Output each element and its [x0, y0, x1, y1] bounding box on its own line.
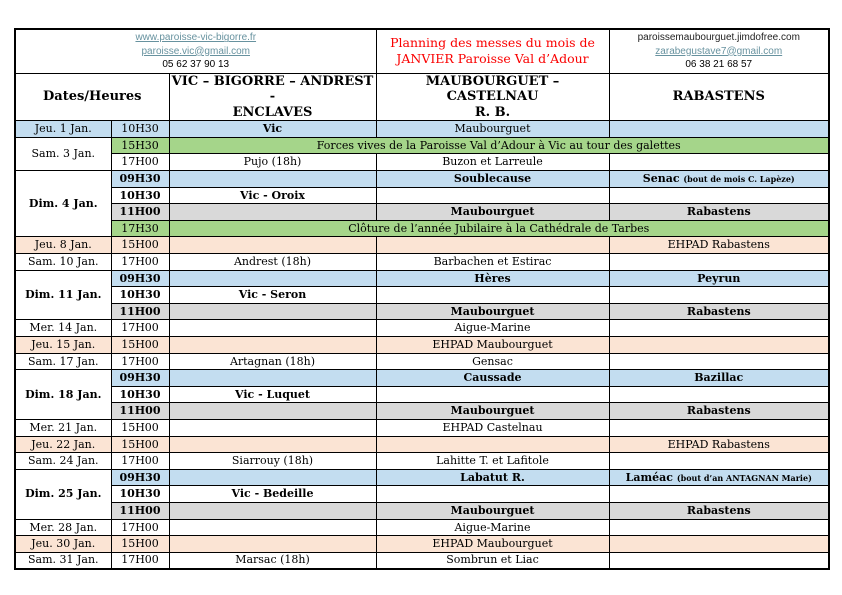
table-row	[15, 486, 829, 503]
time-cell: 17H00	[111, 552, 169, 569]
rabastens-cell	[609, 337, 829, 354]
date-cell: Mer. 21 Jan.	[15, 419, 111, 436]
table-row	[15, 320, 829, 337]
table-row	[15, 403, 829, 420]
table-row	[15, 370, 829, 387]
maubourguet-website: paroissemaubourguet.jimdofree.com	[637, 32, 800, 44]
rabastens-cell	[609, 536, 829, 553]
maubourguet-cell: EHPAD Maubourguet	[376, 536, 609, 553]
vic-contact-block	[15, 29, 376, 73]
column-header-row	[15, 73, 829, 121]
rabastens-cell	[609, 121, 829, 138]
table-row	[15, 137, 829, 154]
table-row	[15, 154, 829, 171]
date-cell: Jeu. 1 Jan.	[15, 121, 111, 138]
rabastens-cell: Rabastens	[609, 303, 829, 320]
rabastens-cell: Rabastens	[609, 403, 829, 420]
rabastens-cell	[609, 187, 829, 204]
time-cell: 17H00	[111, 320, 169, 337]
time-cell: 15H00	[111, 337, 169, 354]
maubourguet-cell: Lahitte T. et Lafitole	[376, 453, 609, 470]
vic-cell	[169, 204, 376, 221]
time-cell: 15H30	[111, 137, 169, 154]
col-header-dates-heures: Dates/Heures	[15, 73, 169, 121]
time-cell: 17H00	[111, 154, 169, 171]
maubourguet-cell: EHPAD Maubourguet	[376, 337, 609, 354]
maubourguet-cell: Buzon et Larreule	[376, 154, 609, 171]
maubourguet-cell	[376, 486, 609, 503]
schedule-body	[15, 121, 829, 569]
vic-cell	[169, 303, 376, 320]
vic-website-link[interactable]: www.paroisse-vic-bigorre.fr	[135, 32, 257, 44]
date-cell: Jeu. 15 Jan.	[15, 337, 111, 354]
maubourguet-cell	[376, 237, 609, 254]
vic-cell: Vic - Seron	[169, 287, 376, 304]
small-note: (bout d’an ANTAGNAN Marie)	[676, 472, 812, 483]
table-row	[15, 287, 829, 304]
maubourguet-phone: 06 38 21 68 57	[685, 58, 753, 70]
vic-cell	[169, 320, 376, 337]
vic-cell: Vic - Oroix	[169, 187, 376, 204]
col-header-vic-line1: VIC – BIGORRE – ANDREST -	[171, 73, 374, 105]
maubourguet-cell: Maubourguet	[376, 502, 609, 519]
vic-cell: Andrest (18h)	[169, 254, 376, 271]
rabastens-cell	[609, 154, 829, 171]
time-cell: 11H00	[111, 303, 169, 320]
col-header-maubourguet-line1: MAUBOURGUET – CASTELNAU	[425, 73, 560, 105]
maubourguet-cell: Soublecause	[376, 171, 609, 188]
vic-cell	[169, 436, 376, 453]
vic-cell: Artagnan (18h)	[169, 353, 376, 370]
col-header-vic	[169, 73, 376, 121]
vic-cell	[169, 403, 376, 420]
rabastens-cell	[609, 386, 829, 403]
table-row	[15, 419, 829, 436]
time-cell: 10H30	[111, 386, 169, 403]
vic-cell: Vic - Luquet	[169, 386, 376, 403]
time-cell: 15H00	[111, 436, 169, 453]
time-cell: 10H30	[111, 287, 169, 304]
maubourguet-cell	[376, 187, 609, 204]
time-cell: 15H00	[111, 536, 169, 553]
vic-cell: Pujo (18h)	[169, 154, 376, 171]
vic-cell	[169, 370, 376, 387]
time-cell: 11H00	[111, 502, 169, 519]
rabastens-cell	[609, 320, 829, 337]
table-row	[15, 353, 829, 370]
col-header-maubourguet	[376, 73, 609, 121]
maubourguet-cell: Barbachen et Estirac	[376, 254, 609, 271]
time-cell: 11H00	[111, 204, 169, 221]
table-row	[15, 552, 829, 569]
time-cell: 17H00	[111, 519, 169, 536]
time-cell: 15H00	[111, 237, 169, 254]
date-cell: Dim. 11 Jan.	[15, 270, 111, 320]
maubourguet-cell: Caussade	[376, 370, 609, 387]
rabastens-cell: Peyrun	[609, 270, 829, 287]
col-header-rabastens: RABASTENS	[609, 73, 829, 121]
rabastens-cell	[609, 254, 829, 271]
vic-cell	[169, 536, 376, 553]
date-cell: Jeu. 30 Jan.	[15, 536, 111, 553]
rabastens-cell: Laméac (bout d’an ANTAGNAN Marie)	[609, 469, 829, 486]
col-header-vic-line2: ENCLAVES	[232, 104, 313, 120]
maubourguet-contact-block	[609, 29, 829, 73]
vic-cell	[169, 519, 376, 536]
maubourguet-cell: Sombrun et Liac	[376, 552, 609, 569]
maubourguet-cell	[376, 287, 609, 304]
date-cell: Sam. 3 Jan.	[15, 137, 111, 170]
time-cell: 09H30	[111, 370, 169, 387]
maubourguet-cell	[376, 436, 609, 453]
rabastens-cell	[609, 552, 829, 569]
date-cell: Sam. 31 Jan.	[15, 552, 111, 569]
rabastens-cell	[609, 353, 829, 370]
table-row	[15, 386, 829, 403]
table-row	[15, 204, 829, 221]
table-row	[15, 337, 829, 354]
rabastens-cell	[609, 287, 829, 304]
vic-cell	[169, 337, 376, 354]
col-header-maubourguet-line2: R. B.	[474, 104, 511, 120]
vic-cell: Siarrouy (18h)	[169, 453, 376, 470]
banner-cell: Forces vives de la Paroisse Val d’Adour à Vic au tour des galettes	[169, 137, 829, 154]
date-cell: Jeu. 22 Jan.	[15, 436, 111, 453]
table-row	[15, 502, 829, 519]
rabastens-cell	[609, 486, 829, 503]
table-row	[15, 254, 829, 271]
rabastens-cell: EHPAD Rabastens	[609, 237, 829, 254]
maubourguet-cell: Maubourguet	[376, 403, 609, 420]
vic-cell	[169, 469, 376, 486]
title-line-2: JANVIER Paroisse Val d’Adour	[396, 51, 589, 67]
vic-cell	[169, 419, 376, 436]
rabastens-cell	[609, 453, 829, 470]
date-cell: Sam. 17 Jan.	[15, 353, 111, 370]
time-cell: 10H30	[111, 486, 169, 503]
date-cell: Mer. 14 Jan.	[15, 320, 111, 337]
maubourguet-cell: Aigue-Marine	[376, 320, 609, 337]
date-cell: Sam. 24 Jan.	[15, 453, 111, 470]
maubourguet-email-link[interactable]: zarabegustave7@gmail.com	[655, 45, 783, 57]
vic-cell: Vic - Bedeille	[169, 486, 376, 503]
vic-cell	[169, 237, 376, 254]
date-cell: Dim. 25 Jan.	[15, 469, 111, 519]
table-row	[15, 303, 829, 320]
vic-email-link[interactable]: paroisse.vic@gmail.com	[141, 45, 250, 57]
maubourguet-cell: Labatut R.	[376, 469, 609, 486]
maubourguet-cell: Hères	[376, 270, 609, 287]
maubourguet-cell	[376, 386, 609, 403]
banner-cell: Clôture de l’année Jubilaire à la Cathédrale de Tarbes	[169, 220, 829, 237]
time-cell: 15H00	[111, 419, 169, 436]
time-cell: 10H30	[111, 121, 169, 138]
table-row	[15, 436, 829, 453]
time-cell: 17H00	[111, 254, 169, 271]
time-cell: 17H00	[111, 353, 169, 370]
vic-cell: Vic	[169, 121, 376, 138]
date-cell: Jeu. 8 Jan.	[15, 237, 111, 254]
contact-row	[15, 29, 829, 73]
table-row	[15, 220, 829, 237]
rabastens-cell: Rabastens	[609, 204, 829, 221]
vic-cell	[169, 171, 376, 188]
title-line-1: Planning des messes du mois de	[390, 35, 595, 50]
table-row	[15, 519, 829, 536]
maubourguet-cell: Aigue-Marine	[376, 519, 609, 536]
table-row	[15, 270, 829, 287]
table-row	[15, 237, 829, 254]
date-cell: Sam. 10 Jan.	[15, 254, 111, 271]
document-title	[376, 29, 609, 73]
time-cell: 09H30	[111, 270, 169, 287]
table-row	[15, 187, 829, 204]
vic-cell	[169, 502, 376, 519]
maubourguet-cell: EHPAD Castelnau	[376, 419, 609, 436]
table-row	[15, 469, 829, 486]
time-cell: 17H00	[111, 453, 169, 470]
table-row	[15, 121, 829, 138]
small-note: (bout de mois C. Lapèze)	[683, 174, 795, 185]
rabastens-cell: Bazillac	[609, 370, 829, 387]
table-row	[15, 536, 829, 553]
rabastens-cell: EHPAD Rabastens	[609, 436, 829, 453]
time-cell: 17H30	[111, 220, 169, 237]
time-cell: 10H30	[111, 187, 169, 204]
maubourguet-cell: Gensac	[376, 353, 609, 370]
date-cell: Dim. 4 Jan.	[15, 171, 111, 237]
vic-cell: Marsac (18h)	[169, 552, 376, 569]
maubourguet-cell: Maubourguet	[376, 121, 609, 138]
time-cell: 09H30	[111, 171, 169, 188]
time-cell: 11H00	[111, 403, 169, 420]
maubourguet-cell: Maubourguet	[376, 204, 609, 221]
vic-phone: 05 62 37 90 13	[162, 58, 230, 70]
mass-schedule-table	[14, 28, 830, 570]
rabastens-cell: Senac (bout de mois C. Lapèze)	[609, 171, 829, 188]
table-row	[15, 171, 829, 188]
date-cell: Dim. 18 Jan.	[15, 370, 111, 420]
rabastens-cell	[609, 419, 829, 436]
table-row	[15, 453, 829, 470]
rabastens-cell	[609, 519, 829, 536]
date-cell: Mer. 28 Jan.	[15, 519, 111, 536]
maubourguet-cell: Maubourguet	[376, 303, 609, 320]
vic-cell	[169, 270, 376, 287]
time-cell: 09H30	[111, 469, 169, 486]
rabastens-cell: Rabastens	[609, 502, 829, 519]
